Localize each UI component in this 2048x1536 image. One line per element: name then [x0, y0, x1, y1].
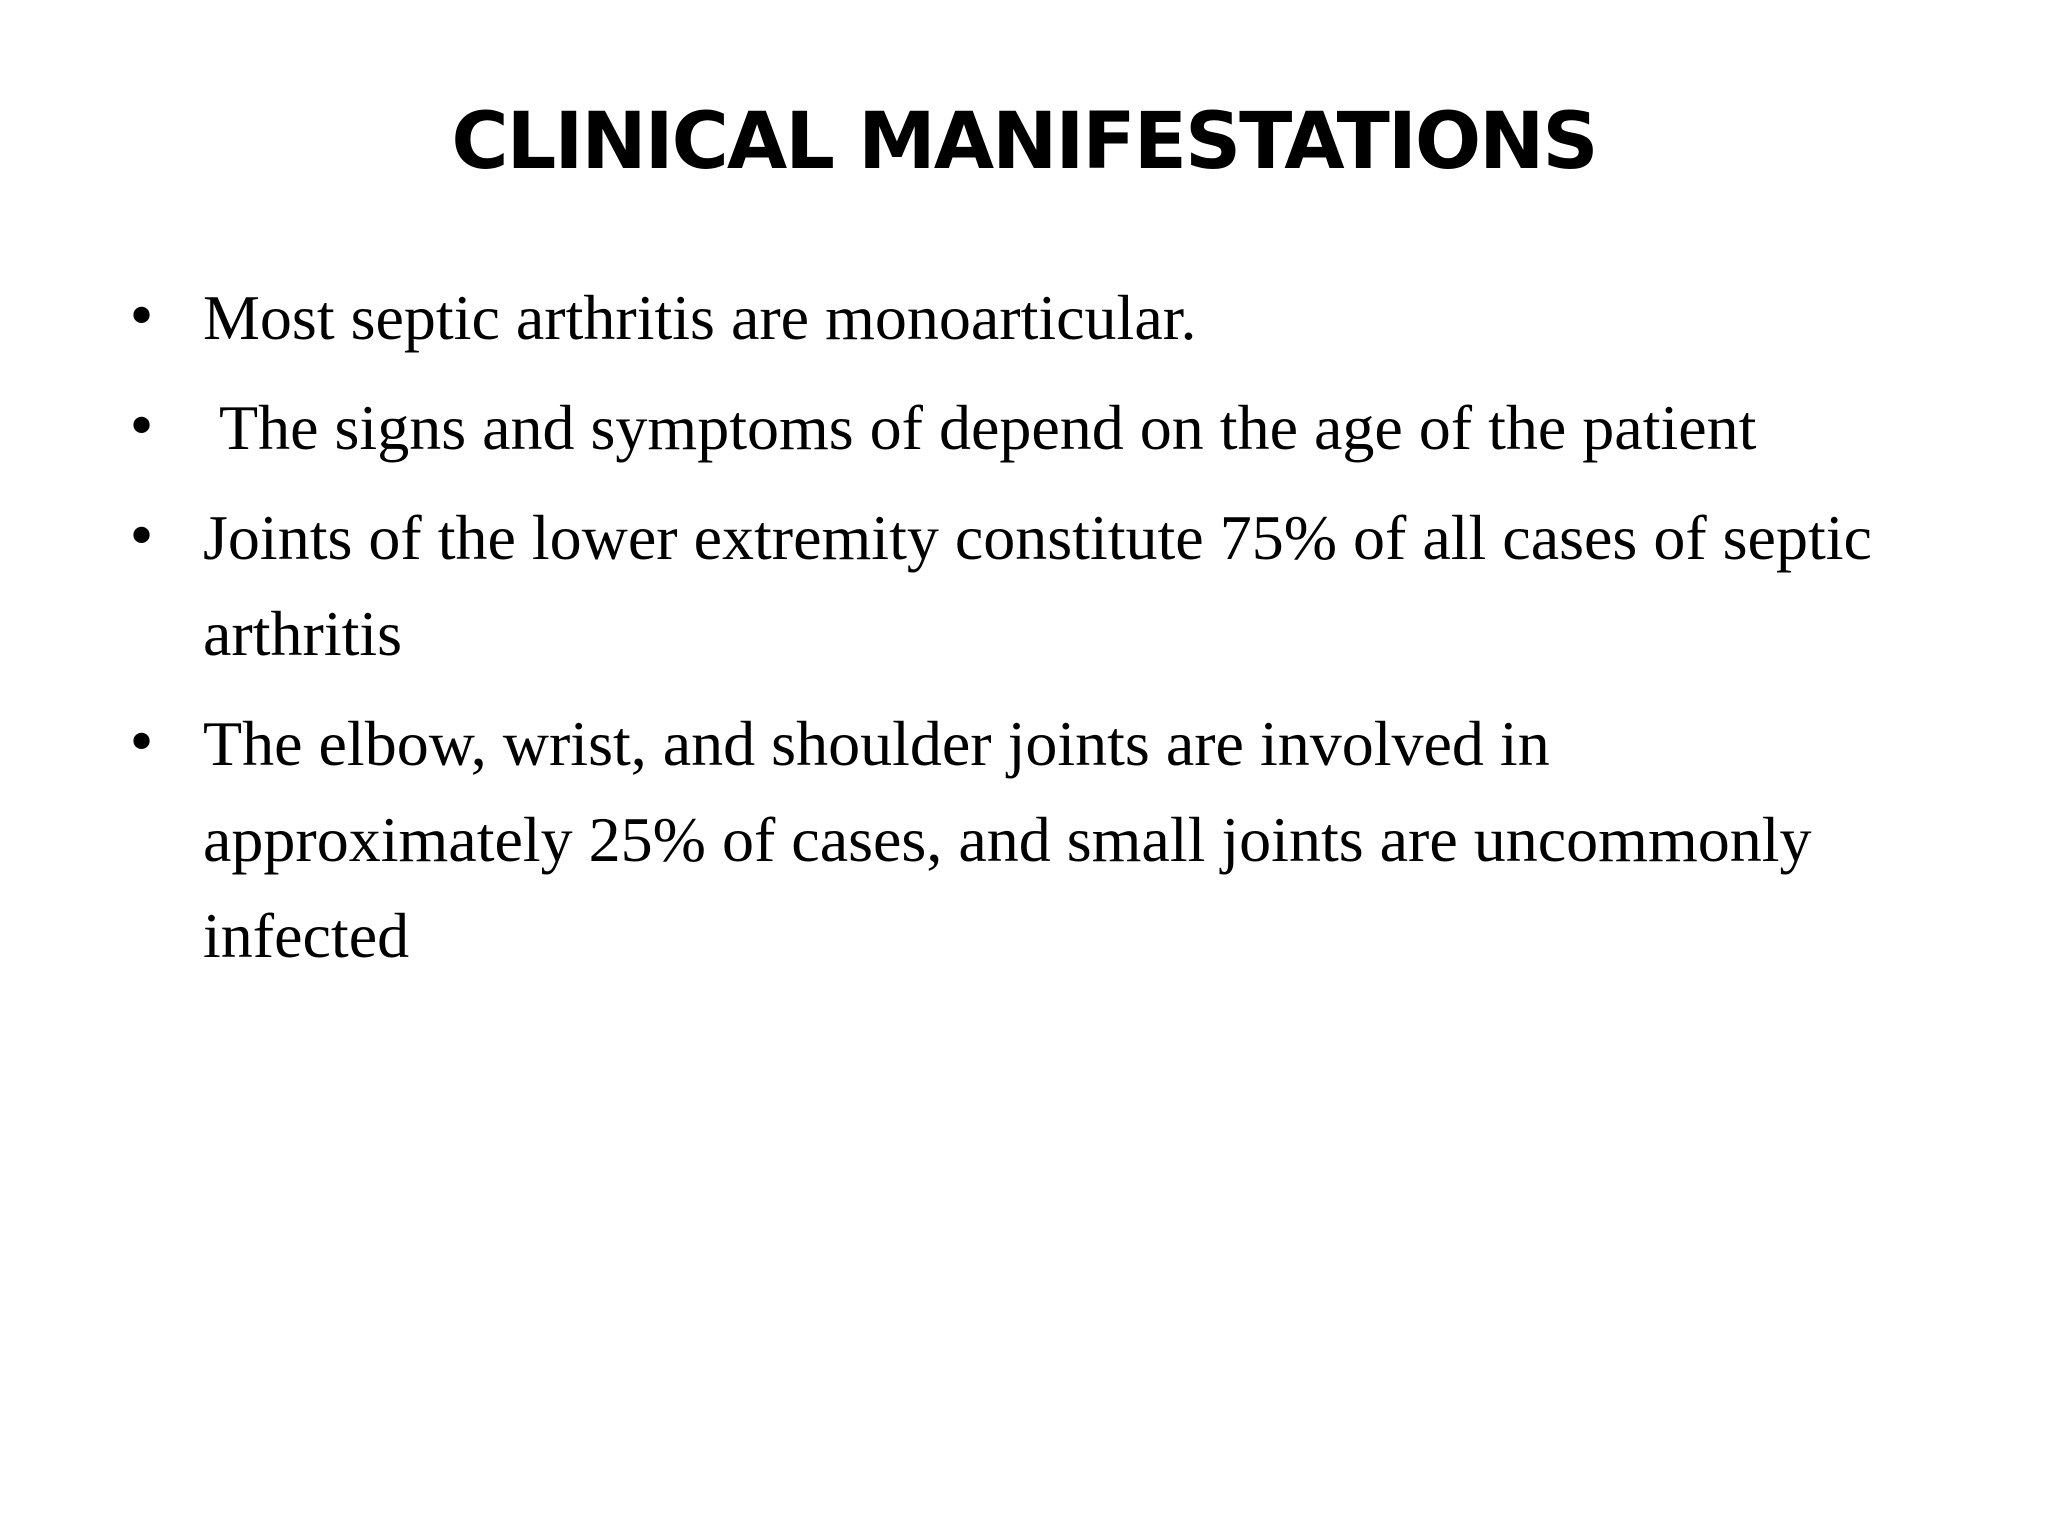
bullet-text: Joints of the lower extremity constitute 75% of all cases of septic arthritis	[203, 502, 1872, 669]
bullet-text: The signs and symptoms of depend on the age of the patient	[203, 392, 1757, 463]
bullet-item	[125, 270, 1925, 366]
bullet-item	[125, 490, 1925, 682]
bullet-icon: •	[125, 711, 159, 776]
bullet-item	[125, 380, 1925, 476]
bullet-icon: •	[125, 285, 159, 350]
bullet-icon: •	[125, 505, 159, 570]
bullet-item	[125, 696, 1925, 984]
bullet-icon: •	[125, 395, 159, 460]
slide-title: CLINICAL MANIFESTATIONS	[451, 97, 1597, 187]
bullet-text: The elbow, wrist, and shoulder joints are involved in approximately 25% of cases, and small joints are uncommonly infected	[203, 708, 1812, 971]
bullet-text: Most septic arthritis are monoarticular.	[203, 282, 1197, 353]
bullet-list	[125, 270, 1925, 998]
